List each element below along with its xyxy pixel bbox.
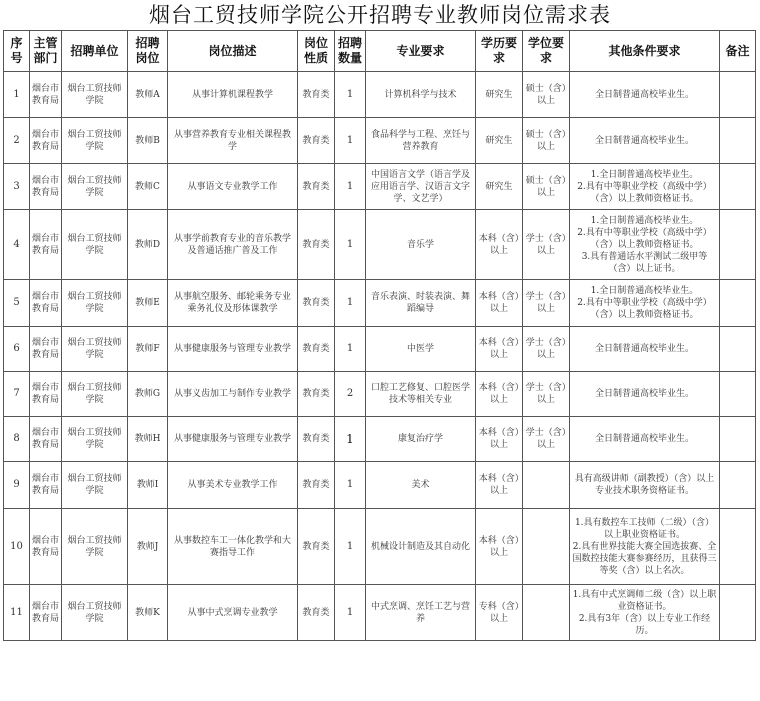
department-cell: 烟台市教育局 — [30, 462, 62, 509]
count-cell: 1 — [335, 327, 366, 372]
description-cell: 从事数控车工一体化教学和大赛指导工作 — [168, 509, 298, 585]
education-cell: 本科（含）以上 — [476, 372, 523, 417]
table-row — [4, 210, 756, 280]
table-row — [4, 280, 756, 327]
other-conditions-cell: 1.全日制普通高校毕业生。 2.具有中等职业学校（高级中学）（含）以上教师资格证书。 3.具有普通话水平测试二级甲等（含）以上证书。 — [570, 210, 720, 280]
count-cell: 1 — [335, 164, 366, 210]
note-cell — [720, 164, 756, 210]
other-conditions-cell: 1.全日制普通高校毕业生。 2.具有中等职业学校（高级中学）（含）以上教师资格证书。 — [570, 164, 720, 210]
department-cell: 烟台市教育局 — [30, 327, 62, 372]
table-row — [4, 164, 756, 210]
row-number: 3 — [4, 164, 30, 210]
header-cell: 招聘数量 — [335, 31, 366, 72]
row-number: 6 — [4, 327, 30, 372]
nature-cell: 教育类 — [298, 210, 335, 280]
count-cell: 1 — [335, 585, 366, 641]
header-cell: 学位要求 — [523, 31, 570, 72]
post-cell: 教师E — [128, 280, 168, 327]
major-cell: 食品科学与工程、烹饪与营养教育 — [366, 118, 476, 164]
header-cell: 其他条件要求 — [570, 31, 720, 72]
education-cell: 本科（含）以上 — [476, 327, 523, 372]
table-row — [4, 72, 756, 118]
nature-cell: 教育类 — [298, 462, 335, 509]
post-cell: 教师H — [128, 417, 168, 462]
description-cell: 从事美术专业教学工作 — [168, 462, 298, 509]
degree-cell: 学士（含）以上 — [523, 417, 570, 462]
department-cell: 烟台市教育局 — [30, 72, 62, 118]
count-cell: 1 — [335, 118, 366, 164]
education-cell: 研究生 — [476, 164, 523, 210]
department-cell: 烟台市教育局 — [30, 509, 62, 585]
education-cell: 本科（含）以上 — [476, 210, 523, 280]
count-cell: 1 — [335, 462, 366, 509]
post-cell: 教师G — [128, 372, 168, 417]
nature-cell: 教育类 — [298, 164, 335, 210]
unit-cell: 烟台工贸技师学院 — [62, 72, 128, 118]
education-cell: 本科（含）以上 — [476, 462, 523, 509]
other-conditions-cell: 1.具有数控车工技师（二级）（含）以上职业资格证书。 2.具有世界技能大赛全国选拔赛、全国数控技能大赛参赛经历，且获得三等奖（含）以上名次。 — [570, 509, 720, 585]
nature-cell: 教育类 — [298, 72, 335, 118]
row-number: 4 — [4, 210, 30, 280]
table-row — [4, 585, 756, 641]
header-cell: 学历要求 — [476, 31, 523, 72]
post-cell: 教师F — [128, 327, 168, 372]
major-cell: 机械设计制造及其自动化 — [366, 509, 476, 585]
row-number: 2 — [4, 118, 30, 164]
row-number: 10 — [4, 509, 30, 585]
nature-cell: 教育类 — [298, 118, 335, 164]
row-number: 5 — [4, 280, 30, 327]
description-cell: 从事健康服务与管理专业教学 — [168, 327, 298, 372]
other-conditions-cell: 1.具有中式烹调师二级（含）以上职业资格证书。 2.具有3年（含）以上专业工作经历。 — [570, 585, 720, 641]
count-cell: 1 — [335, 509, 366, 585]
education-cell: 本科（含）以上 — [476, 417, 523, 462]
description-cell: 从事航空服务、邮轮乘务专业乘务礼仪及形体课教学 — [168, 280, 298, 327]
description-cell: 从事语文专业教学工作 — [168, 164, 298, 210]
header-cell: 岗位描述 — [168, 31, 298, 72]
other-conditions-cell: 全日制普通高校毕业生。 — [570, 372, 720, 417]
unit-cell: 烟台工贸技师学院 — [62, 462, 128, 509]
table-row — [4, 327, 756, 372]
degree-cell: 硕士（含）以上 — [523, 72, 570, 118]
education-cell: 研究生 — [476, 118, 523, 164]
description-cell: 从事营养教育专业相关课程教学 — [168, 118, 298, 164]
note-cell — [720, 280, 756, 327]
table-row — [4, 509, 756, 585]
major-cell: 康复治疗学 — [366, 417, 476, 462]
table-row — [4, 372, 756, 417]
degree-cell — [523, 509, 570, 585]
degree-cell: 硕士（含）以上 — [523, 118, 570, 164]
post-cell: 教师J — [128, 509, 168, 585]
unit-cell: 烟台工贸技师学院 — [62, 327, 128, 372]
note-cell — [720, 118, 756, 164]
department-cell: 烟台市教育局 — [30, 118, 62, 164]
description-cell: 从事学前教育专业的音乐教学及普通话推广普及工作 — [168, 210, 298, 280]
nature-cell: 教育类 — [298, 509, 335, 585]
major-cell: 中医学 — [366, 327, 476, 372]
education-cell: 本科（含）以上 — [476, 509, 523, 585]
header-cell: 主管部门 — [30, 31, 62, 72]
department-cell: 烟台市教育局 — [30, 164, 62, 210]
count-cell: 1 — [335, 72, 366, 118]
note-cell — [720, 372, 756, 417]
unit-cell: 烟台工贸技师学院 — [62, 280, 128, 327]
education-cell: 研究生 — [476, 72, 523, 118]
header-cell: 备注 — [720, 31, 756, 72]
table-row — [4, 417, 756, 462]
count-cell: 1 — [335, 417, 366, 462]
note-cell — [720, 417, 756, 462]
count-cell: 2 — [335, 372, 366, 417]
row-number: 11 — [4, 585, 30, 641]
education-cell: 本科（含）以上 — [476, 280, 523, 327]
note-cell — [720, 327, 756, 372]
department-cell: 烟台市教育局 — [30, 417, 62, 462]
department-cell: 烟台市教育局 — [30, 585, 62, 641]
table-row — [4, 118, 756, 164]
nature-cell: 教育类 — [298, 372, 335, 417]
row-number: 7 — [4, 372, 30, 417]
unit-cell: 烟台工贸技师学院 — [62, 585, 128, 641]
nature-cell: 教育类 — [298, 417, 335, 462]
major-cell: 口腔工艺修复、口腔医学技术等相关专业 — [366, 372, 476, 417]
nature-cell: 教育类 — [298, 327, 335, 372]
header-cell: 招聘岗位 — [128, 31, 168, 72]
major-cell: 音乐学 — [366, 210, 476, 280]
post-cell: 教师D — [128, 210, 168, 280]
post-cell: 教师C — [128, 164, 168, 210]
table-header-row — [4, 31, 756, 72]
header-cell: 招聘单位 — [62, 31, 128, 72]
major-cell: 计算机科学与技术 — [366, 72, 476, 118]
unit-cell: 烟台工贸技师学院 — [62, 509, 128, 585]
education-cell: 专科（含）以上 — [476, 585, 523, 641]
department-cell: 烟台市教育局 — [30, 372, 62, 417]
department-cell: 烟台市教育局 — [30, 210, 62, 280]
row-number: 1 — [4, 72, 30, 118]
unit-cell: 烟台工贸技师学院 — [62, 417, 128, 462]
other-conditions-cell: 全日制普通高校毕业生。 — [570, 327, 720, 372]
header-cell: 专业要求 — [366, 31, 476, 72]
header-cell: 岗位性质 — [298, 31, 335, 72]
note-cell — [720, 509, 756, 585]
unit-cell: 烟台工贸技师学院 — [62, 118, 128, 164]
degree-cell: 学士（含）以上 — [523, 280, 570, 327]
other-conditions-cell: 全日制普通高校毕业生。 — [570, 417, 720, 462]
table-row — [4, 462, 756, 509]
count-cell: 1 — [335, 210, 366, 280]
header-cell: 序号 — [4, 31, 30, 72]
department-cell: 烟台市教育局 — [30, 280, 62, 327]
note-cell — [720, 72, 756, 118]
description-cell: 从事中式烹调专业教学 — [168, 585, 298, 641]
degree-cell: 学士（含）以上 — [523, 210, 570, 280]
other-conditions-cell: 全日制普通高校毕业生。 — [570, 72, 720, 118]
post-cell: 教师K — [128, 585, 168, 641]
major-cell: 美术 — [366, 462, 476, 509]
major-cell: 音乐表演、时装表演、舞蹈编导 — [366, 280, 476, 327]
note-cell — [720, 585, 756, 641]
post-cell: 教师A — [128, 72, 168, 118]
other-conditions-cell: 具有高级讲师（副教授）（含）以上专业技术职务资格证书。 — [570, 462, 720, 509]
description-cell: 从事义齿加工与制作专业教学 — [168, 372, 298, 417]
degree-cell — [523, 462, 570, 509]
unit-cell: 烟台工贸技师学院 — [62, 210, 128, 280]
unit-cell: 烟台工贸技师学院 — [62, 164, 128, 210]
note-cell — [720, 210, 756, 280]
major-cell: 中式烹调、烹饪工艺与营养 — [366, 585, 476, 641]
post-cell: 教师B — [128, 118, 168, 164]
unit-cell: 烟台工贸技师学院 — [62, 372, 128, 417]
other-conditions-cell: 全日制普通高校毕业生。 — [570, 118, 720, 164]
count-cell: 1 — [335, 280, 366, 327]
post-cell: 教师I — [128, 462, 168, 509]
other-conditions-cell: 1.全日制普通高校毕业生。 2.具有中等职业学校（高级中学）（含）以上教师资格证书。 — [570, 280, 720, 327]
degree-cell — [523, 585, 570, 641]
row-number: 9 — [4, 462, 30, 509]
nature-cell: 教育类 — [298, 280, 335, 327]
degree-cell: 硕士（含）以上 — [523, 164, 570, 210]
row-number: 8 — [4, 417, 30, 462]
note-cell — [720, 462, 756, 509]
recruitment-table — [3, 30, 756, 641]
nature-cell: 教育类 — [298, 585, 335, 641]
degree-cell: 学士（含）以上 — [523, 327, 570, 372]
degree-cell: 学士（含）以上 — [523, 372, 570, 417]
description-cell: 从事健康服务与管理专业教学 — [168, 417, 298, 462]
major-cell: 中国语言文学（语言学及应用语言学、汉语言文字学、文艺学） — [366, 164, 476, 210]
document-title: 烟台工贸技师学院公开招聘专业教师岗位需求表 — [149, 3, 611, 27]
description-cell: 从事计算机课程教学 — [168, 72, 298, 118]
